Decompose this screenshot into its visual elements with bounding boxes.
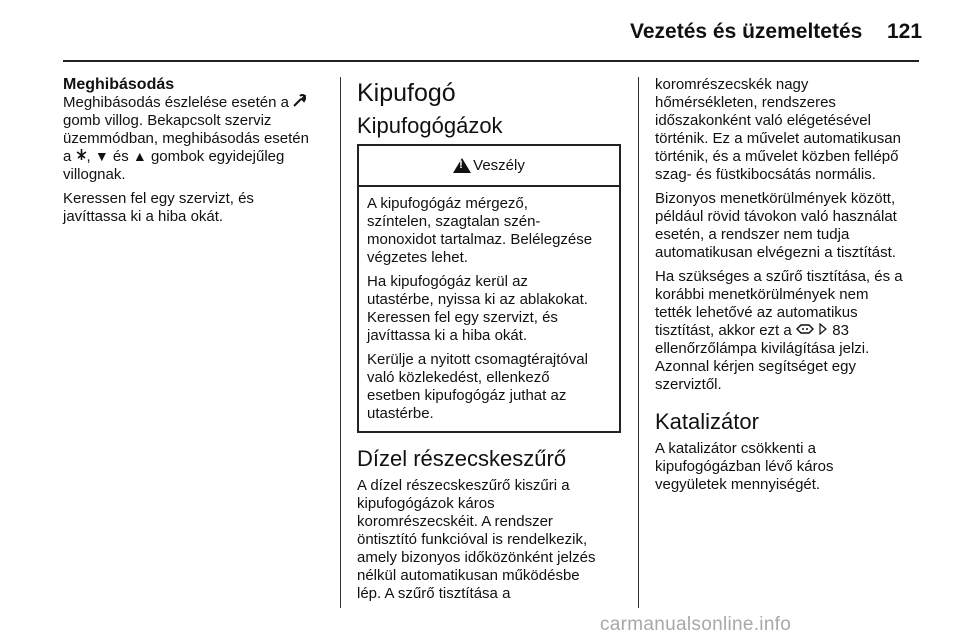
text-line: monoxidot tartalmaz. Belélegzése <box>367 231 593 248</box>
section-title: Dízel részecskeszűrő <box>357 446 567 471</box>
text-line: vegyületek mennyiségét. <box>655 476 821 493</box>
paragraph <box>357 477 623 603</box>
snowflake-mode-icon <box>76 148 87 163</box>
paragraph <box>63 94 331 184</box>
section-title: Katalizátor <box>655 409 759 434</box>
header-title: Vezetés és üzemeltetés <box>630 20 863 43</box>
text-line: öntisztító funkcióval is rendelkezik, <box>357 531 588 548</box>
paragraph <box>655 76 931 184</box>
paragraph <box>655 440 931 494</box>
text-line: történik. Ez a művelet automatikusan <box>655 130 901 147</box>
text-line: A dízel részecskeszűrő kiszűri a <box>357 477 570 494</box>
down-triangle-icon: ▼ <box>94 148 109 164</box>
text-line: Bizonyos menetkörülmények között, <box>655 190 896 207</box>
watermark: carmanualsonline.info <box>600 614 792 635</box>
page-number: 121 <box>887 20 923 43</box>
text-line: lép. A szűrő tisztítása a <box>357 585 511 602</box>
text-line: Azonnal kérjen segítséget egy <box>655 358 856 375</box>
text-line: hőmérsékleten, rendszeres <box>655 94 836 111</box>
page-reference-icon <box>818 323 828 337</box>
text-line: üzemmódban, meghibásodás esetén <box>63 130 309 147</box>
text-line: koromrészecskék nagy <box>655 76 809 93</box>
text-line: ellenőrzőlámpa kivilágítása jelzi. <box>655 340 870 357</box>
text-line: amely bizonyos időközönként jelzés <box>357 549 596 566</box>
text-line: való közlekedést, ellenkező <box>367 369 550 386</box>
section-heading: Meghibásodás <box>63 76 175 93</box>
text-line: koromrészecskéit. A rendszer <box>357 513 553 530</box>
text-line: történik, és a művelet közben fellépő <box>655 148 899 165</box>
paragraph <box>63 190 331 226</box>
text-line: automatikusan elvégezni a tisztítást. <box>655 244 896 261</box>
text-line: szerviztől. <box>655 376 722 393</box>
text-line: szag- és füstkibocsátás normális. <box>655 166 876 183</box>
column-middle <box>357 76 623 609</box>
text-line: utastérbe. <box>367 405 434 422</box>
page-reference[interactable]: 83 <box>832 322 849 339</box>
chapter-title: Kipufogó <box>357 79 456 107</box>
text-line: A kipufogógáz mérgező, <box>367 195 528 212</box>
warning-label: Veszély <box>473 156 525 174</box>
text-line: javíttassa ki a hiba okát. <box>367 327 528 344</box>
paragraph <box>655 268 931 394</box>
wrench-icon <box>293 94 306 109</box>
warning-triangle-icon <box>453 158 471 173</box>
paragraph <box>367 351 611 423</box>
page-header <box>0 0 960 62</box>
text-line: végzetes lehet. <box>367 249 468 266</box>
text-line: például rövid távokon való használat <box>655 208 897 225</box>
text-line: utastérbe, nyissa ki az ablakokat. <box>367 291 588 308</box>
text-line: Keressen fel egy szervizt, és <box>367 309 558 326</box>
text-line: korábbi menetkörülmények nem <box>655 286 869 303</box>
text-line: villognak. <box>63 166 126 183</box>
warning-body <box>359 187 619 431</box>
column-divider <box>638 77 639 608</box>
warning-header <box>359 146 619 187</box>
text-line: Kerülje a nyitott csomagtérajtóval <box>367 351 588 368</box>
text-line: A katalizátor csökkenti a <box>655 440 816 457</box>
text-line: tisztítást, akkor ezt a 83 <box>655 322 849 339</box>
text-line: Meghibásodás észlelése esetén a <box>63 94 331 112</box>
column-divider <box>340 77 341 608</box>
text-line: esetben kipufogógáz juthat az <box>367 387 567 404</box>
text-line: kipufogógázban lévő káros <box>655 458 834 475</box>
up-triangle-icon: ▲ <box>132 148 147 164</box>
paragraph <box>367 273 611 345</box>
text-line: Ha kipufogógáz kerül az <box>367 273 528 290</box>
paragraph <box>655 190 931 262</box>
text-line: Ha szükséges a szűrő tisztítása, és a <box>655 268 903 285</box>
text-line: Keressen fel egy szervizt, és <box>63 190 254 207</box>
text-line: színtelen, szagtalan szén- <box>367 213 541 230</box>
text-line: tették lehetővé az automatikus <box>655 304 858 321</box>
text-line: a , ▼ és ▲ gombok egyidejűleg <box>63 148 285 165</box>
text-line: javíttassa ki a hiba okát. <box>63 208 224 225</box>
header-rule <box>63 60 919 62</box>
text-line: esetén, a rendszer nem tudja <box>655 226 850 243</box>
text-line: gomb villog. Bekapcsolt szerviz <box>63 112 272 129</box>
diesel-filter-icon <box>796 322 814 337</box>
column-right <box>655 76 931 500</box>
text-line: kipufogógázok káros <box>357 495 495 512</box>
subsection-title: Kipufogógázok <box>357 113 503 138</box>
warning-box <box>357 144 621 433</box>
text-line: időszakonként való elégetésével <box>655 112 871 129</box>
column-left <box>63 76 331 232</box>
paragraph <box>367 195 611 267</box>
text-line: nélkül automatikusan működésbe <box>357 567 580 584</box>
